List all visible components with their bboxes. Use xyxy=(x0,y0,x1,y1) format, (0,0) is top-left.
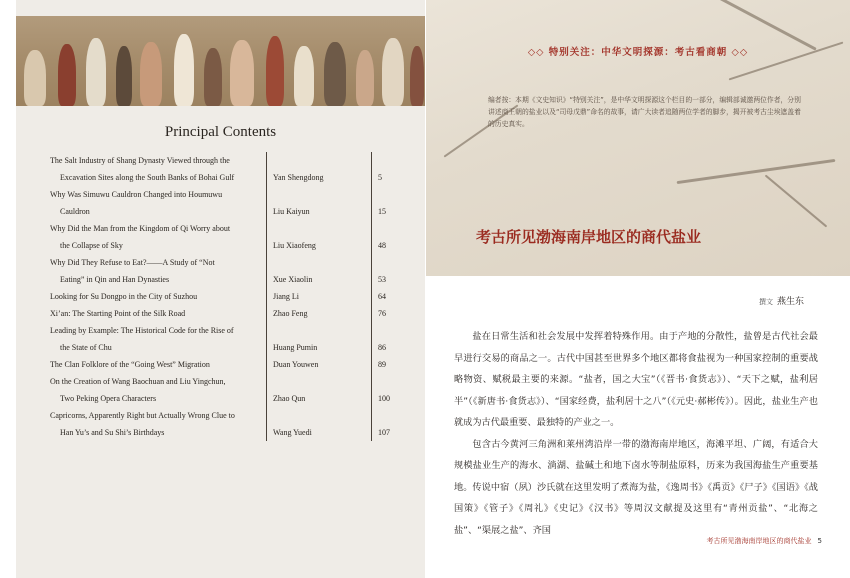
toc-row[interactable] xyxy=(50,288,410,305)
toc-row[interactable] xyxy=(50,305,410,322)
body-paragraph: 包含古今黄河三角洲和莱州湾沿岸一带的渤海南岸地区，海滩平坦、广阔，有适合大规模盐业生产的海水、淌湖、盐碱土和地下卤水等制盐原料，历来为我国海盐生产重要基地。传说中宿（夙）沙氏就在这里发明了煮海为盐，《逸周书》《禹贡》《尸子》《国语》《战国策》《管子》《周礼》《史记》《汉书》等周汉文献提及这里有“青州贡盐”、“北海之盐”、“渠展之盐”、齐国 xyxy=(454,438,818,536)
toc-title-line: The Salt Industry of Shang Dynasty Viewed through the xyxy=(50,156,230,165)
toc-title-continuation: the State of Chu xyxy=(60,343,112,352)
byline-role: 撰文 xyxy=(758,298,773,306)
toc-title-line: Why Did They Refuse to Eat?——A Study of “Not xyxy=(50,258,215,267)
toc-title-continuation: Excavation Sites along the South Banks of Bohai Gulf xyxy=(60,173,235,182)
toc-row[interactable] xyxy=(50,186,410,220)
toc-page-number: 89 xyxy=(372,356,411,373)
contents-title: Principal Contents xyxy=(164,124,277,140)
toc-page-number: 5 xyxy=(372,152,411,186)
toc-author: Zhao Feng xyxy=(267,305,372,322)
byline-author: 燕生东 xyxy=(776,297,804,307)
right-page xyxy=(426,0,850,578)
toc-page-number: 107 xyxy=(372,407,411,441)
toc-title-line: Xi’an: The Starting Point of the Silk Road xyxy=(50,309,186,318)
body-paragraph: 盐在日常生活和社会发展中发挥着特殊作用。由于产地的分散性，盐曾是古代社会最早进行交易的商品之一。古代中国甚至世界多个地区都将食盐视为一种国家控制的重要战略物资、赋税最主要的来源。“盐者，国之大宝”（《晋书·食货志》）、“天下之赋，盐利居半”（《新唐书·食货志》）、“国家经费，盐利居十之八”（《元史·郝彬传》）。因此，盐业生产也就成为古代最重要、最独特的产业之一。 xyxy=(454,331,818,428)
article-title: 考古所见渤海南岸地区的商代盐业 xyxy=(476,228,702,246)
toc-title-continuation: Eating” in Qin and Han Dynasties xyxy=(60,275,170,284)
toc-title-line: Why Was Simuwu Cauldron Changed into Houmuwu xyxy=(50,190,223,199)
byline xyxy=(759,294,804,307)
toc-title-line: Leading by Example: The Historical Code for the Rise of xyxy=(50,326,234,335)
toc-author: Jiang Li xyxy=(267,288,372,305)
toc-title-continuation: Cauldron xyxy=(60,207,90,216)
editor-note: 编者按：本期《文史知识》“特别关注”，是中华文明探源这个栏目的一部分，编辑部诚邀两位作者，分别讲述商王朝的盐业以及“司母戊鼎”命名的故事，请广大读者追随两位学者的脚步，揭开被考古尘埃遮盖着的历史真实。 xyxy=(488,96,801,128)
page-number: 5 xyxy=(817,537,822,545)
toc-page-number: 86 xyxy=(372,322,411,356)
toc-author: Liu Xiaofeng xyxy=(267,220,372,254)
toc-row[interactable] xyxy=(50,356,410,373)
special-focus-banner: ◇◇ 特别关注：中华文明探源：考古看商朝 ◇◇ xyxy=(527,47,749,58)
toc-row[interactable] xyxy=(50,220,410,254)
page-footer xyxy=(707,536,822,546)
painting-banner xyxy=(16,16,425,106)
toc-author: Xue Xiaolin xyxy=(267,254,372,288)
toc-page-number: 53 xyxy=(372,254,411,288)
toc-title-continuation: Han Yu’s and Su Shi’s Birthdays xyxy=(60,428,165,437)
toc-author: Zhao Qun xyxy=(267,373,372,407)
toc-title-line: The Clan Folklore of the “Going West” Migration xyxy=(50,360,210,369)
left-page xyxy=(16,0,425,578)
toc-title-continuation: the Collapse of Sky xyxy=(60,241,123,250)
toc-author: Wang Yuedi xyxy=(267,407,372,441)
contents-table xyxy=(50,152,410,441)
toc-author: Yan Shengdong xyxy=(267,152,372,186)
toc-page-number: 48 xyxy=(372,220,411,254)
toc-title-line: Capricorns, Apparently Right but Actually Wrong Clue to xyxy=(50,411,235,420)
toc-author: Duan Youwen xyxy=(267,356,372,373)
toc-title-line: Looking for Su Dongpo in the City of Suzhou xyxy=(50,292,198,301)
toc-row[interactable] xyxy=(50,152,410,186)
toc-title-line: On the Creation of Wang Baochuan and Liu Yingchun, xyxy=(50,377,226,386)
toc-title-continuation: Two Peking Opera Characters xyxy=(60,394,157,403)
toc-title-line: Why Did the Man from the Kingdom of Qi Worry about xyxy=(50,224,231,233)
toc-page-number: 15 xyxy=(372,186,411,220)
toc-row[interactable] xyxy=(50,407,410,441)
toc-page-number: 76 xyxy=(372,305,411,322)
toc-page-number: 100 xyxy=(372,373,411,407)
toc-row[interactable] xyxy=(50,373,410,407)
toc-page-number: 64 xyxy=(372,288,411,305)
toc-author: Huang Pumin xyxy=(267,322,372,356)
toc-row[interactable] xyxy=(50,254,410,288)
toc-row[interactable] xyxy=(50,322,410,356)
article-body xyxy=(454,326,818,541)
toc-author: Liu Kaiyun xyxy=(267,186,372,220)
running-footer-title: 考古所见渤海南岸地区的商代盐业 xyxy=(706,537,812,545)
